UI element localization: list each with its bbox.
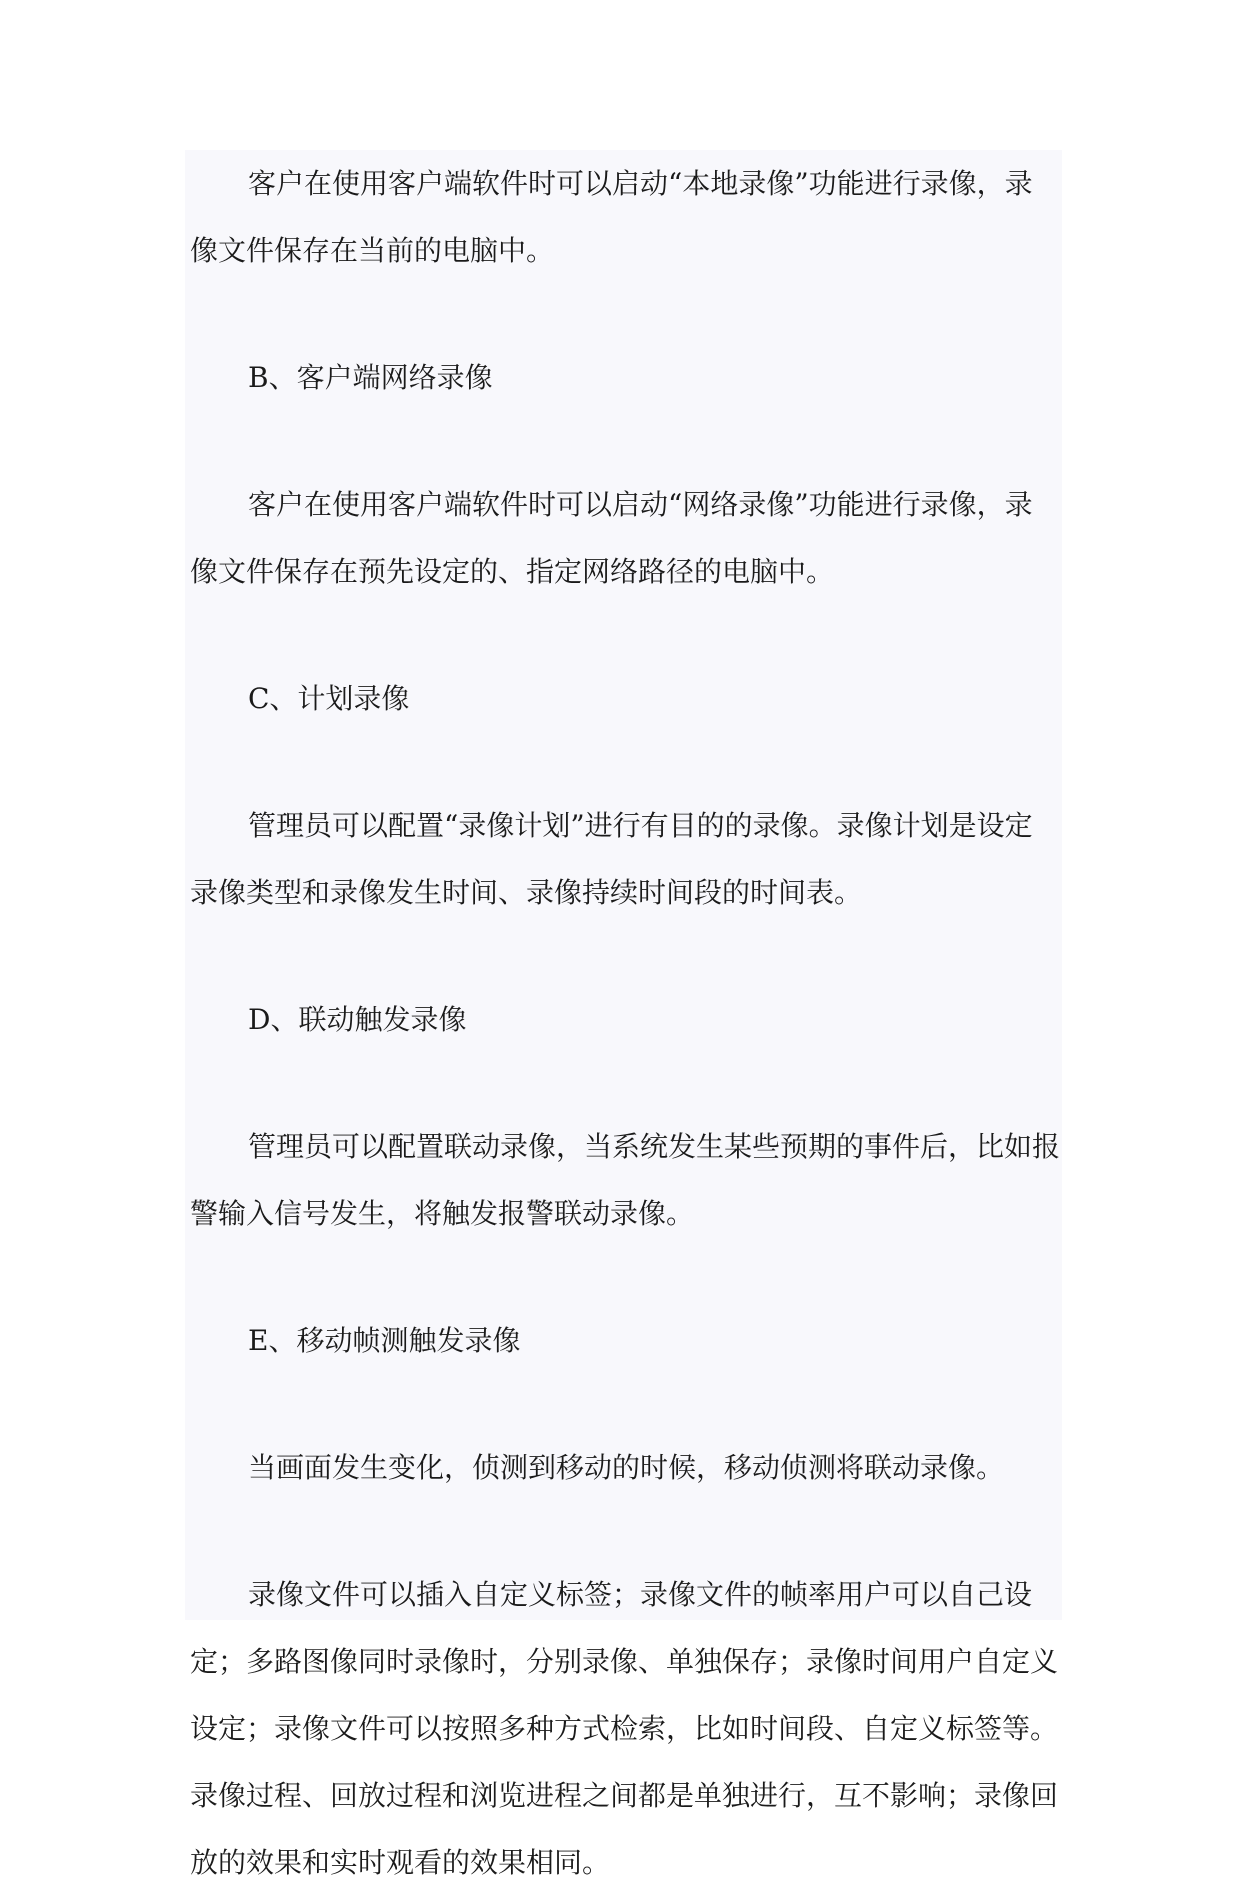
paragraph-spacer: [190, 1053, 1060, 1113]
paragraph-scheduled-recording: 管理员可以配置“录像计划”进行有目的的录像。录像计划是设定录像类型和录像发生时间、录像持续时间段的时间表。: [190, 809, 1033, 909]
paragraph-spacer: [190, 732, 1060, 792]
heading-linked-recording: D、联动触发录像: [248, 1003, 467, 1036]
paragraph-spacer: [190, 605, 1060, 665]
heading-scheduled-recording: C、计划录像: [248, 682, 410, 715]
heading-network-recording: B、客户端网络录像: [248, 361, 493, 394]
paragraph-motion-recording: 当画面发生变化，侦测到移动的时候，移动侦测将联动录像。: [248, 1451, 1005, 1484]
paragraph-linked-recording: 管理员可以配置联动录像，当系统发生某些预期的事件后，比如报警输入信号发生，将触发报警联动录像。: [190, 1130, 1061, 1230]
paragraph-spacer: [190, 926, 1060, 986]
paragraph-spacer: [190, 284, 1060, 344]
paragraph-spacer: [190, 1374, 1060, 1434]
paragraph-local-recording: 客户在使用客户端软件时可以启动“本地录像”功能进行录像，录像文件保存在当前的电脑中。: [190, 167, 1033, 267]
document-body: [190, 150, 1060, 1896]
paragraph-spacer: [190, 1247, 1060, 1307]
paragraph-spacer: [190, 1501, 1060, 1561]
paragraph-recording-features: 录像文件可以插入自定义标签；录像文件的帧率用户可以自己设定；多路图像同时录像时，分别录像、单独保存；录像时间用户自定义设定；录像文件可以按照多种方式检索，比如时间段、自定义标签等。录像过程、回放过程和浏览进程之间都是单独进行，互不影响；录像回放的效果和实时观看的效果相同。: [190, 1578, 1059, 1879]
paragraph-network-recording: 客户在使用客户端软件时可以启动“网络录像”功能进行录像，录像文件保存在预先设定的、指定网络路径的电脑中。: [190, 488, 1033, 588]
heading-motion-recording: E、移动帧测触发录像: [248, 1324, 521, 1357]
paragraph-spacer: [190, 411, 1060, 471]
